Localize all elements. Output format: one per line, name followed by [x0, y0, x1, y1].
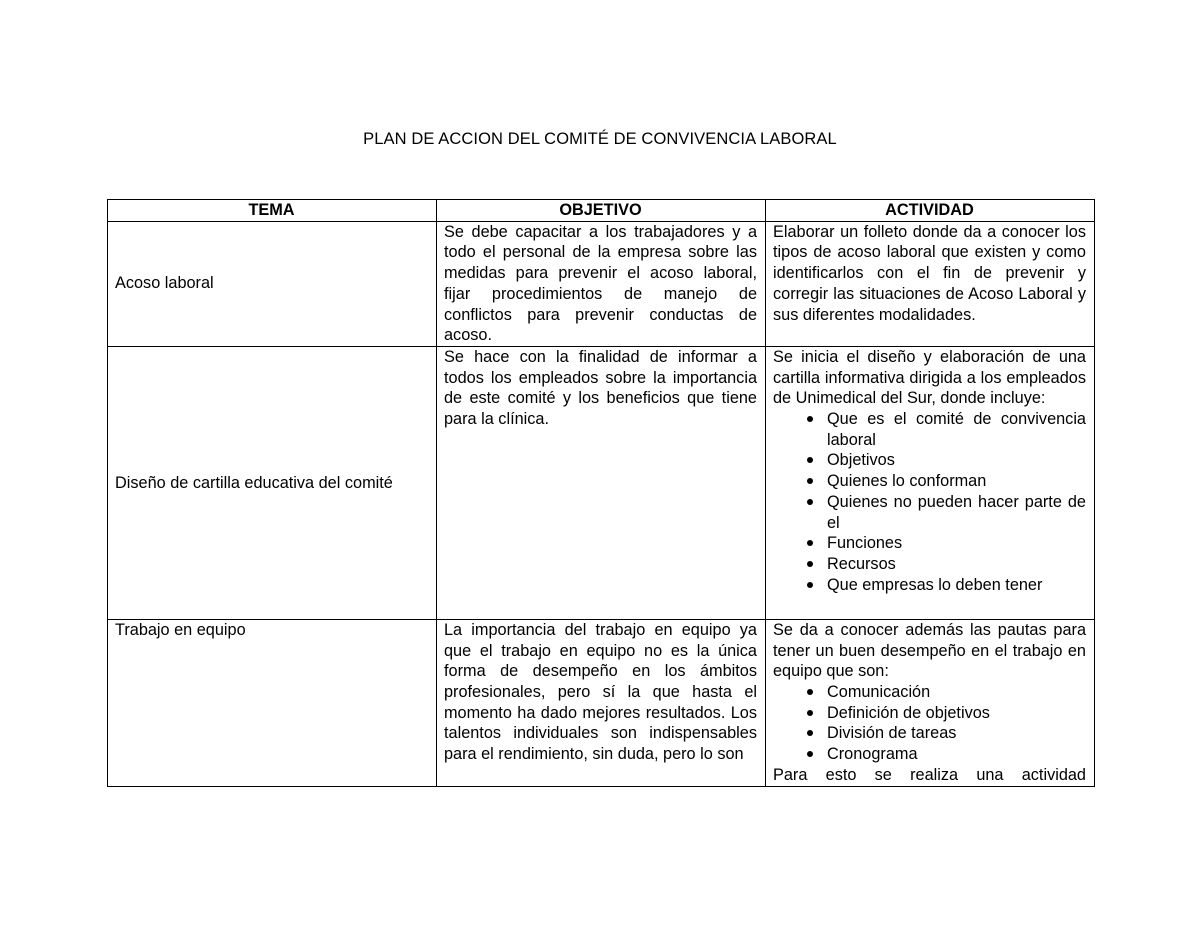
tema-cell: Trabajo en equipo: [108, 619, 437, 786]
list-item: Funciones: [773, 533, 1086, 554]
header-tema: TEMA: [108, 200, 437, 222]
actividad-outro: Para esto se realiza una actividad: [773, 765, 1086, 784]
actividad-cell: Elaborar un folleto donde da a conocer los tipos de acoso laboral que existen y como identificarlos con el fin de prevenir y corregir las situaciones de Acoso Laboral y sus diferentes modalidades.: [766, 221, 1095, 346]
list-item: Cronograma: [773, 744, 1086, 765]
objetivo-cell: Se hace con la finalidad de informar a todos los empleados sobre la importancia de este comité y los beneficios que tiene para la clínica.: [437, 346, 766, 619]
list-item: Objetivos: [773, 450, 1086, 471]
actividad-intro: Se da a conocer además las pautas para tener un buen desempeño en el trabajo en equipo que son:: [773, 620, 1086, 681]
header-objetivo: OBJETIVO: [437, 200, 766, 222]
list-item: Comunicación: [773, 682, 1086, 703]
list-item: Que empresas lo deben tener: [773, 575, 1086, 596]
actividad-cell: [766, 619, 1095, 786]
document-title: PLAN DE ACCION DEL COMITÉ DE CONVIVENCIA LABORAL: [363, 130, 837, 148]
header-actividad: ACTIVIDAD: [766, 200, 1095, 222]
tema-cell: Acoso laboral: [108, 221, 437, 346]
list-item: División de tareas: [773, 723, 1086, 744]
table-row: [108, 346, 1095, 619]
tema-cell: Diseño de cartilla educativa del comité: [108, 346, 437, 619]
list-item: Que es el comité de convivencia laboral: [773, 409, 1086, 450]
actividad-intro: Se inicia el diseño y elaboración de una cartilla informativa dirigida a los empleados de Unimedical del Sur, donde incluye:: [773, 347, 1086, 408]
actividad-cell: [766, 346, 1095, 619]
list-item: Quienes lo conforman: [773, 471, 1086, 492]
objetivo-text: La importancia del trabajo en equipo ya que el trabajo en equipo no es la única forma de desempeño en los ámbitos profesionales, pero sí la que hasta el momento ha dado mejores resultados. Los talentos individuales son indispensables para el rendimiento, sin duda, pero lo son: [444, 620, 757, 764]
action-plan-table: [107, 199, 1095, 787]
actividad-bullet-list: [773, 682, 1086, 765]
list-item: Quienes no pueden hacer parte de el: [773, 492, 1086, 533]
list-item: Definición de objetivos: [773, 703, 1086, 724]
actividad-bullet-list: [773, 409, 1086, 595]
table-header-row: [108, 200, 1095, 222]
objetivo-cell: [437, 619, 766, 786]
objetivo-cell: Se debe capacitar a los trabajadores y a todo el personal de la empresa sobre las medidas para prevenir el acoso laboral, fijar procedimientos de manejo de conflictos para prevenir conductas de acoso.: [437, 221, 766, 346]
table-row: [108, 221, 1095, 346]
list-item: Recursos: [773, 554, 1086, 575]
table-row: [108, 619, 1095, 786]
